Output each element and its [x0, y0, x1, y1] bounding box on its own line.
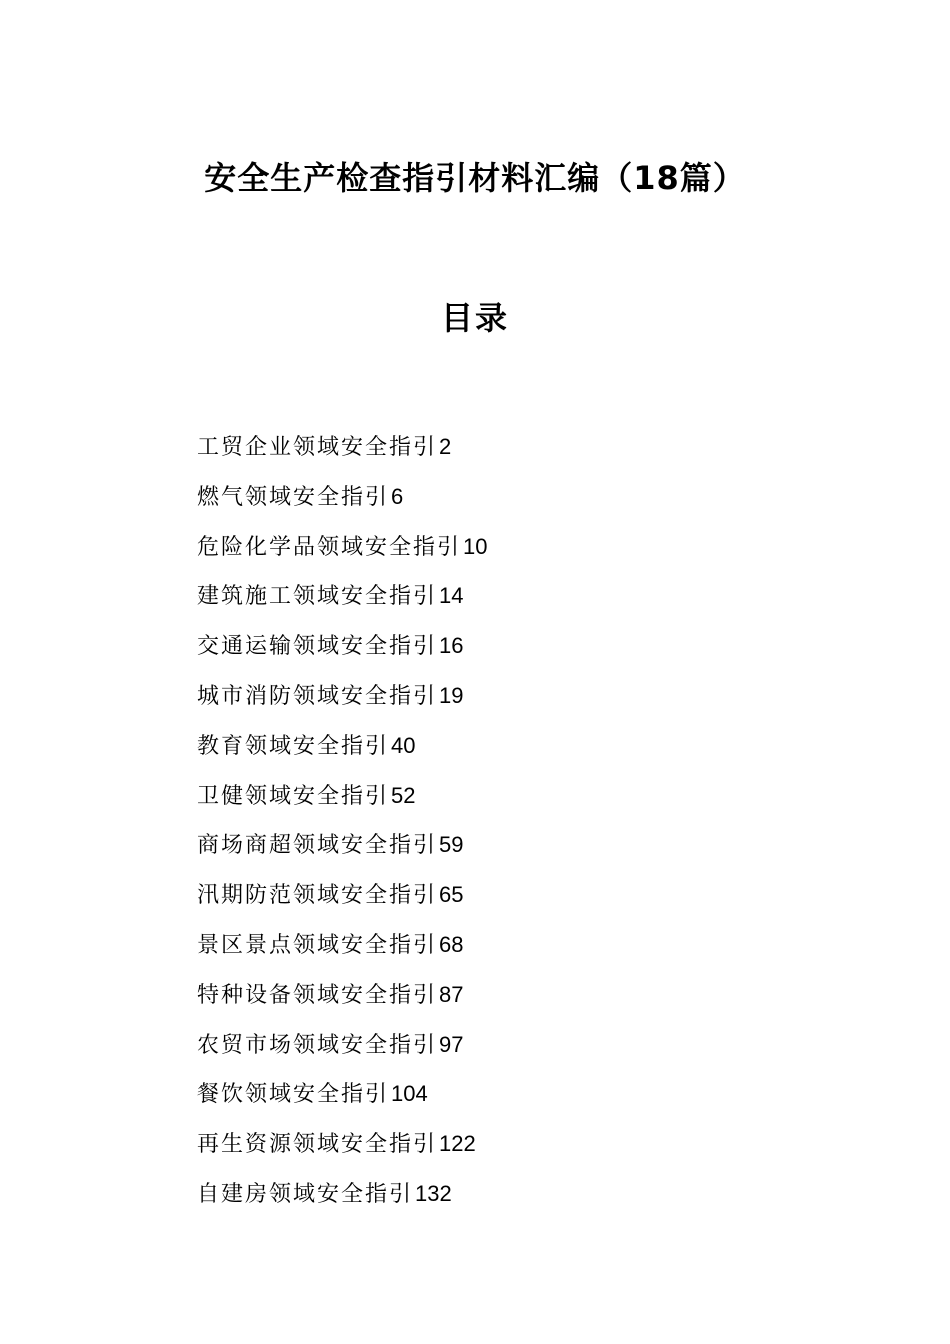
toc-item[interactable]: [197, 873, 488, 923]
toc-item-label: 景区景点领域安全指引: [197, 932, 438, 958]
toc-heading: 目录: [440, 299, 509, 337]
toc-item[interactable]: [197, 425, 488, 475]
toc-item[interactable]: [197, 674, 488, 724]
toc-item[interactable]: [197, 574, 488, 624]
toc-item[interactable]: [197, 724, 488, 774]
toc-item-page: 52: [391, 782, 416, 808]
toc-item[interactable]: [197, 525, 488, 575]
toc-item-label: 商场商超领域安全指引: [197, 833, 438, 859]
toc-item-label: 自建房领域安全指引: [197, 1181, 414, 1207]
toc-item[interactable]: [197, 823, 488, 873]
toc-item-label: 建筑施工领域安全指引: [197, 584, 438, 610]
toc-item-page: 40: [391, 732, 416, 758]
toc-item[interactable]: [197, 973, 488, 1023]
toc-item[interactable]: [197, 1122, 488, 1172]
toc-item[interactable]: [197, 1023, 488, 1073]
toc-item-page: 104: [391, 1081, 428, 1107]
toc-item-page: 122: [439, 1131, 476, 1157]
document-title: 安全生产检查指引材料汇编（18篇）: [204, 159, 746, 197]
toc-item[interactable]: [197, 475, 488, 525]
toc-item-page: 59: [439, 832, 464, 858]
toc-item-page: 19: [439, 682, 464, 708]
toc-item-label: 卫健领域安全指引: [197, 783, 390, 809]
toc-item-label: 危险化学品领域安全指引: [197, 534, 462, 560]
toc-item-page: 2: [439, 434, 452, 459]
toc-item[interactable]: [197, 1172, 488, 1222]
toc-item[interactable]: [197, 624, 488, 674]
toc-item-label: 教育领域安全指引: [197, 733, 390, 759]
toc-item-page: 132: [415, 1180, 452, 1206]
toc-item-page: 65: [439, 882, 464, 908]
toc-item[interactable]: [197, 774, 488, 824]
toc-item-page: 16: [439, 633, 464, 659]
toc-item[interactable]: [197, 923, 488, 973]
toc-item-label: 城市消防领域安全指引: [197, 683, 438, 709]
toc-item[interactable]: [197, 1072, 488, 1122]
toc-item-page: 97: [439, 1031, 464, 1057]
toc-item-page: 87: [439, 981, 464, 1007]
toc-item-label: 燃气领域安全指引: [197, 484, 390, 510]
toc-item-page: 14: [439, 583, 464, 609]
toc-item-label: 餐饮领域安全指引: [197, 1082, 390, 1108]
toc-item-page: 68: [439, 931, 464, 957]
toc-item-label: 交通运输领域安全指引: [197, 634, 438, 660]
toc-item-page: 6: [391, 483, 404, 509]
toc-item-label: 汛期防范领域安全指引: [197, 883, 438, 909]
toc-list: [197, 425, 488, 1222]
toc-item-label: 特种设备领域安全指引: [197, 982, 438, 1008]
toc-item-label: 再生资源领域安全指引: [197, 1132, 438, 1158]
toc-item-page: 10: [463, 533, 488, 559]
toc-item-label: 工贸企业领域安全指引: [197, 435, 438, 460]
toc-item-label: 农贸市场领域安全指引: [197, 1032, 438, 1058]
